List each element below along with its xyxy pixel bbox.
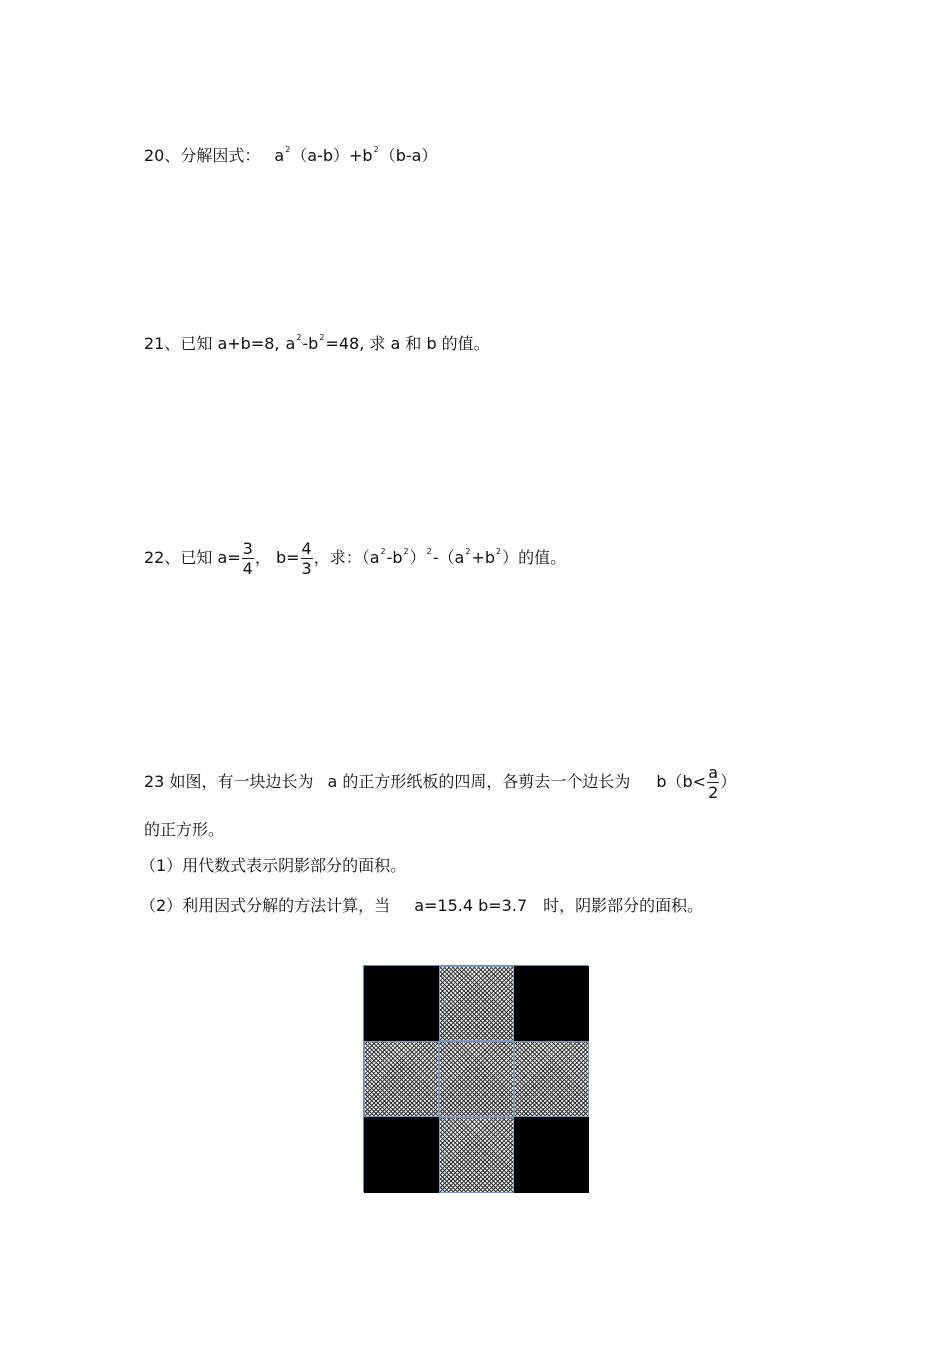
q22-separator: ， b= <box>254 548 300 567</box>
q22-exp-4: 2 <box>465 547 471 556</box>
q22-exp-2: 2 <box>403 547 409 556</box>
q20-part-2: （b-a） <box>379 146 438 165</box>
q22-tail: ）的值。 <box>502 548 567 567</box>
question-22 <box>144 539 566 578</box>
shaded-region-right <box>514 1041 589 1117</box>
q22-fraction-b-denominator: 3 <box>301 559 312 578</box>
q23-text-2: a 的正方形纸板的四周，各剪去一个边长为 <box>327 772 631 791</box>
q23-text-3: b（b< <box>656 772 707 791</box>
question-20 <box>144 146 437 166</box>
q22-exp-5: 2 <box>496 547 502 556</box>
q20-var-a: a <box>274 146 285 165</box>
q22-prefix: 22、已知 a= <box>144 548 241 567</box>
q23-fraction-numerator: a <box>708 763 719 782</box>
q23-item-2-b: a=15.4 b=3.7 <box>414 896 528 915</box>
q22-m3: -（a <box>432 548 465 567</box>
q20-exp-2: 2 <box>373 145 379 154</box>
q22-fraction-a <box>242 539 254 578</box>
q22-m1: -b <box>386 548 403 567</box>
q23-item-2 <box>140 896 703 916</box>
q23-item-2-a: （2）利用因式分解的方法计算，当 <box>140 896 391 915</box>
corner-square-top-right <box>514 966 589 1041</box>
shaded-region-bottom <box>439 1117 514 1193</box>
q21-exp-1: 2 <box>296 333 302 342</box>
q23-fraction <box>707 763 719 802</box>
q21-mid: -b <box>302 334 319 353</box>
shaded-region-top <box>439 966 514 1041</box>
q22-fraction-a-numerator: 3 <box>242 539 253 558</box>
shaded-region-left <box>364 1041 439 1117</box>
q20-prefix: 20、分解因式： <box>144 146 261 165</box>
q22-ask: ，求：（a <box>313 548 380 567</box>
q21-rest: =48, 求 a 和 b 的值。 <box>325 334 490 353</box>
question-23 <box>144 763 736 802</box>
q21-var-a: a <box>285 334 296 353</box>
corner-square-top-left <box>364 966 439 1041</box>
q23-text-1: 23 如图，有一块边长为 <box>144 772 314 791</box>
q23-fraction-denominator: 2 <box>708 783 719 802</box>
q23-item-1: （1）用代数式表示阴影部分的面积。 <box>140 856 407 875</box>
q22-m4: +b <box>471 548 495 567</box>
q22-fraction-b <box>301 539 313 578</box>
q22-m2: ） <box>409 548 426 567</box>
q21-exp-2: 2 <box>319 333 325 342</box>
q23-item-2-c: 时，阴影部分的面积。 <box>543 896 704 915</box>
q22-exp-1: 2 <box>380 547 386 556</box>
corner-square-bottom-left <box>364 1117 439 1193</box>
question-21 <box>144 334 490 354</box>
corner-square-bottom-right <box>514 1117 589 1193</box>
shaded-region-center <box>439 1041 514 1117</box>
q22-fraction-a-denominator: 4 <box>242 559 253 578</box>
q22-exp-3: 2 <box>426 547 432 556</box>
q23-line-2: 的正方形。 <box>144 820 225 839</box>
square-figure <box>363 965 588 1192</box>
q22-fraction-b-numerator: 4 <box>301 539 312 558</box>
q20-exp-1: 2 <box>285 145 291 154</box>
q23-text-4: ） <box>720 772 737 791</box>
q20-part-1: （a-b）+b <box>291 146 373 165</box>
q21-prefix: 21、已知 a+b=8, <box>144 334 280 353</box>
